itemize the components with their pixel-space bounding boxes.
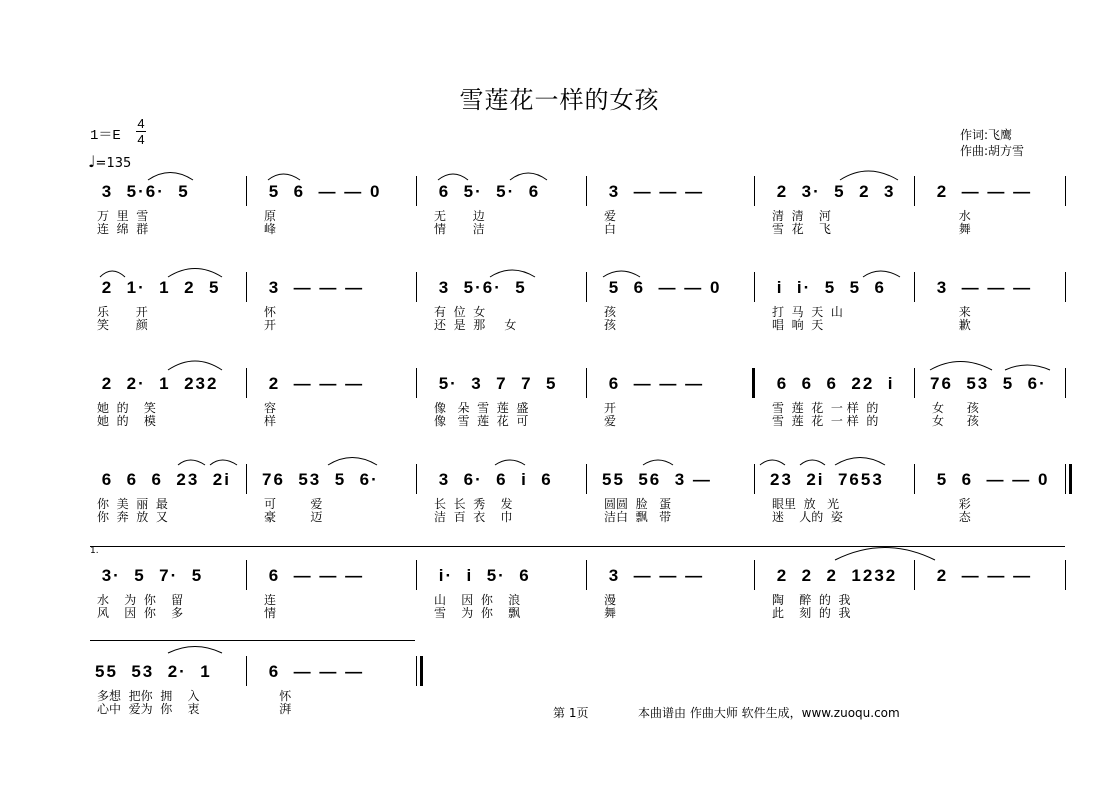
barline (754, 272, 755, 302)
lyricist: 作词:飞鹰 (960, 128, 1013, 142)
lyric-verse-1: 来 (932, 305, 971, 319)
barline (586, 560, 587, 590)
barline (754, 464, 755, 494)
measure-notes: 6 5· 5· 6 (432, 182, 541, 201)
lyric-verse-1: 连 (264, 593, 277, 607)
lyric-verse-1: 你 美 丽 最 (97, 497, 168, 511)
barline (1065, 272, 1066, 302)
measure-notes: 3 5·6· 5 (432, 278, 527, 297)
lyric-verse-2: 孩 (604, 318, 617, 332)
generator-note: 本曲谱由 作曲大师 软件生成，www.zuoqu.com (638, 706, 900, 720)
tempo-marking (88, 152, 131, 171)
time-signature-top: 4 (137, 116, 145, 131)
key-signature: 1＝E (90, 128, 121, 144)
lyric-verse-2: 心中 爱为 你 衷 (97, 702, 200, 716)
measure-notes: 3 — — — (602, 182, 705, 201)
barline (586, 272, 587, 302)
lyric-verse-2: 雪 莲 花 一 样 的 (772, 414, 879, 428)
lyric-verse-2: 样 (264, 414, 277, 428)
slur (800, 460, 825, 465)
barline (416, 560, 417, 590)
volta-line-2 (90, 640, 415, 641)
slur (510, 173, 547, 180)
lyric-verse-1: 万 里 雪 (97, 209, 149, 223)
slur (643, 460, 673, 465)
barline (246, 656, 247, 686)
slur (168, 361, 222, 370)
measure-notes: 6 — — — (262, 566, 365, 585)
barline (586, 368, 587, 398)
final-barline (420, 656, 423, 686)
page-number: 第 1页 (553, 706, 589, 720)
measure-notes: 3 — — — (930, 278, 1033, 297)
lyric-verse-1: 开 (604, 401, 617, 415)
barline (416, 656, 417, 686)
composer: 作曲:胡方雪 (960, 144, 1025, 158)
slur (490, 270, 535, 277)
lyric-verse-2: 唱 响 天 (772, 318, 824, 332)
slur (148, 173, 193, 181)
lyric-verse-1: 有 位 女 (434, 305, 486, 319)
lyric-verse-2: 雪 花 飞 (772, 222, 831, 236)
quarter-note-icon: ♩ (88, 152, 96, 171)
slur (268, 174, 300, 180)
slur (835, 548, 935, 561)
measure-notes: 3 6· 6 i 6 (432, 470, 553, 489)
measure-notes: 2 2· 1 232 (95, 374, 219, 393)
lyric-verse-1: 水 (932, 209, 971, 223)
lyric-verse-2: 爱 (604, 414, 617, 428)
measure-notes: 6 6 6 23 2i (95, 470, 231, 489)
lyric-verse-2: 迷 人的 姿 (772, 510, 843, 524)
final-barline (1069, 464, 1072, 494)
measure-notes: 2 1· 1 2 5 (95, 278, 221, 297)
barline (416, 368, 417, 398)
lyric-verse-2: 像 雪 莲 花 可 (434, 414, 529, 428)
lyric-verse-2: 舞 (604, 606, 617, 620)
barline (1065, 368, 1066, 398)
lyric-verse-2: 歉 (932, 318, 971, 332)
slur (930, 362, 992, 371)
lyric-verse-2: 情 洁 (434, 222, 485, 236)
lyric-verse-2: 峰 (264, 222, 277, 236)
lyric-verse-1: 原 (264, 209, 277, 223)
slur (603, 271, 640, 277)
slur (760, 460, 785, 465)
measure-notes: 2 — — — (930, 566, 1033, 585)
slur (438, 174, 468, 180)
barline (416, 272, 417, 302)
measure-notes: 6 — — — (602, 374, 705, 393)
barline (1065, 560, 1066, 590)
lyric-verse-2: 湃 (264, 702, 292, 716)
lyric-verse-1: 彩 (932, 497, 971, 511)
lyric-verse-2: 态 (932, 510, 971, 524)
score-title: 雪莲花一样的女孩 (459, 86, 660, 114)
lyric-verse-2: 豪 迈 (264, 510, 323, 524)
measure-notes: 3 5·6· 5 (95, 182, 190, 201)
measure-notes: 5 6 — — 0 (602, 278, 722, 297)
slur (178, 460, 205, 465)
lyric-verse-1: 雪 莲 花 一 样 的 (772, 401, 879, 415)
lyric-verse-1: 女 孩 (932, 401, 979, 415)
measure-notes: 5 6 — — 0 (262, 182, 382, 201)
lyric-verse-1: 容 (264, 401, 277, 415)
barline (1065, 176, 1066, 206)
lyric-verse-1: 无 边 (434, 209, 485, 223)
lyric-verse-2: 雪 为 你 飘 (434, 606, 521, 620)
barline (246, 464, 247, 494)
barline (586, 176, 587, 206)
measure-notes: 3· 5 7· 5 (95, 566, 204, 585)
lyric-verse-2: 风 因 你 多 (97, 606, 184, 620)
barline (416, 176, 417, 206)
measure-notes: 55 56 3 — (602, 470, 712, 489)
time-signature (136, 116, 146, 147)
lyric-verse-1: 山 因 你 浪 (434, 593, 521, 607)
lyric-verse-1: 她 的 笑 (97, 401, 156, 415)
lyric-verse-1: 怀 (264, 689, 292, 703)
slur (328, 458, 377, 466)
time-signature-bottom: 4 (137, 132, 145, 147)
measure-notes: 76 53 5 6· (262, 470, 379, 489)
repeat-barline (752, 368, 755, 398)
barline (914, 272, 915, 302)
lyric-verse-2: 还 是 那 女 (434, 318, 517, 332)
lyric-verse-2: 你 奔 放 又 (97, 510, 168, 524)
lyric-verse-1: 孩 (604, 305, 617, 319)
measure-notes: i· i 5· 6 (432, 566, 531, 585)
lyric-verse-1: 多想 把你 拥 入 (97, 689, 200, 703)
barline (586, 464, 587, 494)
lyric-verse-1: 漫 (604, 593, 617, 607)
barline (914, 176, 915, 206)
volta-line (90, 546, 1065, 547)
barline (754, 176, 755, 206)
measure-notes: 6 6 6 22 i (770, 374, 895, 393)
measure-notes: 5· 3 7 7 5 (432, 374, 558, 393)
lyric-verse-2: 舞 (932, 222, 971, 236)
measure-notes: 2 — — — (930, 182, 1033, 201)
barline (246, 560, 247, 590)
lyric-verse-1: 可 爱 (264, 497, 323, 511)
lyric-verse-2: 白 (604, 222, 617, 236)
lyric-verse-2: 女 孩 (932, 414, 979, 428)
measure-notes: 2 2 2 1232 (770, 566, 898, 585)
slur (168, 647, 222, 654)
tempo-value: =135 (95, 156, 132, 171)
measure-notes: i i· 5 5 6 (770, 278, 886, 297)
slur (210, 460, 237, 465)
barline (246, 368, 247, 398)
measure-notes: 2 3· 5 2 3 (770, 182, 896, 201)
lyric-verse-2: 洁 百 衣 巾 (434, 510, 513, 524)
barline (914, 368, 915, 398)
lyric-verse-1: 乐 开 (97, 305, 148, 319)
lyric-verse-1: 怀 (264, 305, 277, 319)
slur (168, 269, 222, 278)
measure-notes: 6 — — — (262, 662, 365, 681)
slur (863, 271, 900, 277)
volta-mark: 1. (90, 546, 99, 556)
lyric-verse-1: 水 为 你 留 (97, 593, 184, 607)
slur (495, 460, 525, 465)
barline (416, 464, 417, 494)
lyric-verse-2: 情 (264, 606, 277, 620)
lyric-verse-2: 洁白 飘 带 (604, 510, 672, 524)
slur (835, 458, 885, 466)
barline (246, 272, 247, 302)
slur (1005, 365, 1050, 370)
lyric-verse-1: 圆圆 脸 蛋 (604, 497, 672, 511)
measure-notes: 2 — — — (262, 374, 365, 393)
barline (1065, 464, 1066, 494)
measure-notes: 5 6 — — 0 (930, 470, 1050, 489)
credits (960, 127, 1024, 159)
lyric-verse-1: 清 清 河 (772, 209, 831, 223)
lyric-verse-2: 此 刻 的 我 (772, 606, 851, 620)
lyric-verse-1: 眼里 放 光 (772, 497, 840, 511)
measure-notes: 3 — — — (602, 566, 705, 585)
slur (840, 171, 898, 180)
barline (914, 464, 915, 494)
lyric-verse-2: 连 绵 群 (97, 222, 149, 236)
lyric-verse-2: 她 的 模 (97, 414, 156, 428)
lyric-verse-1: 像 朵 雪 莲 盛 (434, 401, 529, 415)
lyric-verse-2: 开 (264, 318, 277, 332)
slur (100, 271, 125, 277)
lyric-verse-1: 陶 醉 的 我 (772, 593, 851, 607)
barline (246, 176, 247, 206)
barline (754, 560, 755, 590)
lyric-verse-1: 长 长 秀 发 (434, 497, 513, 511)
measure-notes: 55 53 2· 1 (95, 662, 212, 681)
lyric-verse-2: 笑 颜 (97, 318, 148, 332)
lyric-verse-1: 爱 (604, 209, 617, 223)
lyric-verse-1: 打 马 天 山 (772, 305, 843, 319)
barline (914, 560, 915, 590)
measure-notes: 76 53 5 6· (930, 374, 1047, 393)
measure-notes: 3 — — — (262, 278, 365, 297)
measure-notes: 23 2i 7653 (770, 470, 884, 489)
